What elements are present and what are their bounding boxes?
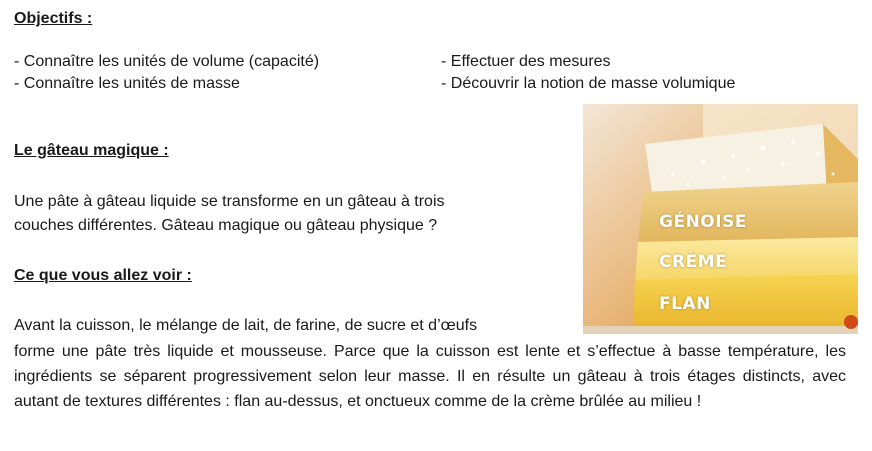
cake-intro-line: Une pâte à gâteau liquide se transforme en un gâteau à trois: [14, 193, 445, 210]
objective-item: - Découvrir la notion de masse volumique: [441, 75, 736, 92]
see-section-title: Ce que vous allez voir :: [14, 267, 192, 284]
magic-cake-photo: [583, 104, 858, 334]
objectives-title: Objectifs :: [14, 10, 93, 27]
objective-item: - Effectuer des mesures: [441, 53, 611, 70]
objective-item: - Connaître les unités de volume (capacité): [14, 53, 320, 70]
objective-item: - Connaître les unités de masse: [14, 75, 240, 92]
body-paragraph: forme une pâte très liquide et mousseuse. Parce que la cuisson est lente et s’effectue à basse température, les ingrédients se séparent progressivement selon leur masse. Il en résulte un gâteau à trois étages distincts, avec autant de textures différentes : flan au-dessus, et onctueux comme de la crème brûlée au milieu !: [14, 343, 846, 410]
layer-label-genoise: GÉNOISE: [659, 212, 747, 232]
body-paragraph-first-line: Avant la cuisson, le mélange de lait, de farine, de sucre et d’œufs: [14, 317, 478, 334]
layer-label-creme: CRÈME: [659, 252, 728, 272]
layer-label-flan: FLAN: [659, 294, 711, 314]
cake-section-title: Le gâteau magique :: [14, 142, 169, 159]
cake-intro-line: couches différentes. Gâteau magique ou gâteau physique ?: [14, 217, 438, 234]
